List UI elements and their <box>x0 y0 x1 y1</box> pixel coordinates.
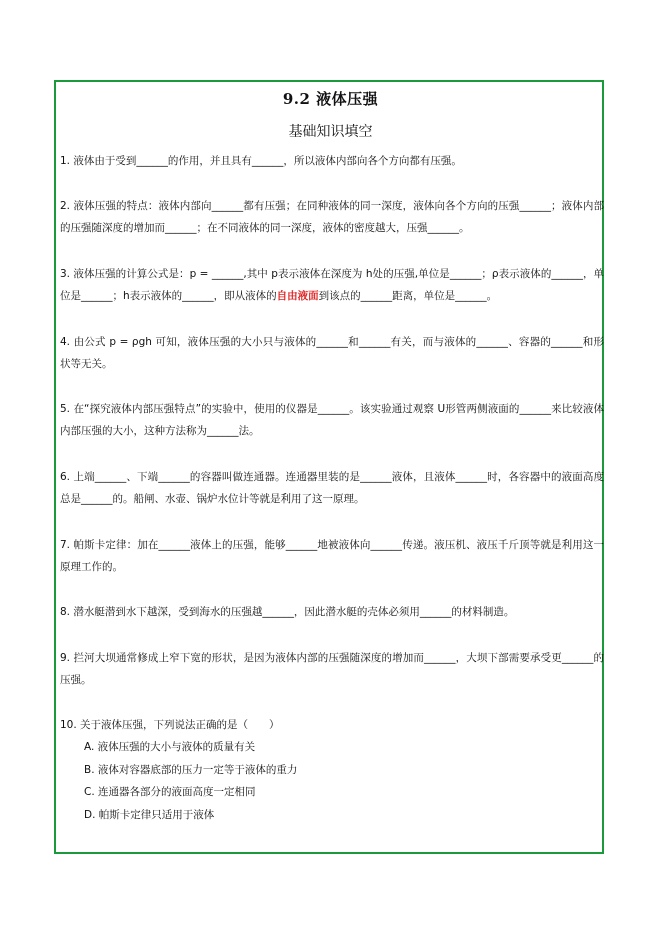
option-c: C. 连通器各部分的液面高度一定相同 <box>84 786 256 798</box>
question-3-highlight: 自由液面 <box>276 290 319 302</box>
question-5: 5. 在“探究液体内部压强特点”的实验中，使用的仪器是______。该实验通过观察 U形管两侧液面的______来比较液体内部压强的大小，这种方法称为______法。 <box>60 403 604 437</box>
question-7: 7. 帕斯卡定律：加在______液体上的压强，能够______地被液体向______传递。液压机、液压千斤顶等就是利用这一原理工作的。 <box>60 539 604 573</box>
option-d: D. 帕斯卡定律只适用于液体 <box>84 809 215 821</box>
question-3-text-end: 到该点的______距离，单位是______。 <box>318 290 498 302</box>
question-4: 4. 由公式 p = ρgh 可知，液体压强的大小只与液体的______和______有关，而与液体的______、容器的______和形状等无关。 <box>60 336 604 370</box>
question-3 <box>60 263 604 307</box>
page-title: 9.2 液体压强 <box>282 90 379 108</box>
option-b: B. 液体对容器底部的压力一定等于液体的重力 <box>84 764 298 776</box>
section-subtitle: 基础知识填空 <box>288 124 373 140</box>
question-9: 9. 拦河大坝通常修成上窄下宽的形状，是因为液体内部的压强随深度的增加而______，大坝下部需要承受更______的压强。 <box>60 652 604 686</box>
question-1: 1. 液体由于受到______的作用，并且具有______，所以液体内部向各个方向都有压强。 <box>60 155 462 167</box>
question-10: 10. 关于液体压强，下列说法正确的是（ ） <box>60 719 280 731</box>
question-6: 6. 上端______、下端______的容器叫做连通器。连通器里装的是______液体，且液体______时，各容器中的液面高度总是______的。船闸、水壶、锅炉水位计等就是利用了这一原理。 <box>60 471 604 505</box>
question-3-text-start: 3. 液体压强的计算公式是：p = ______,其中 p表示液体在深度为 h处的压强,单位是______；ρ表示液体的______，单位是______；h表示液体的______，即从液体的 <box>60 268 604 302</box>
question-8: 8. 潜水艇潜到水下越深，受到海水的压强越______，因此潜水艇的壳体必须用______的材料制造。 <box>60 606 515 618</box>
option-a: A. 液体压强的大小与液体的质量有关 <box>84 741 256 753</box>
question-2: 2. 液体压强的特点：液体内部向______都有压强；在同种液体的同一深度，液体向各个方向的压强______；液体内部的压强随深度的增加而______；在不同液体的同一深度，液体的密度越大，压强______。 <box>60 200 604 234</box>
